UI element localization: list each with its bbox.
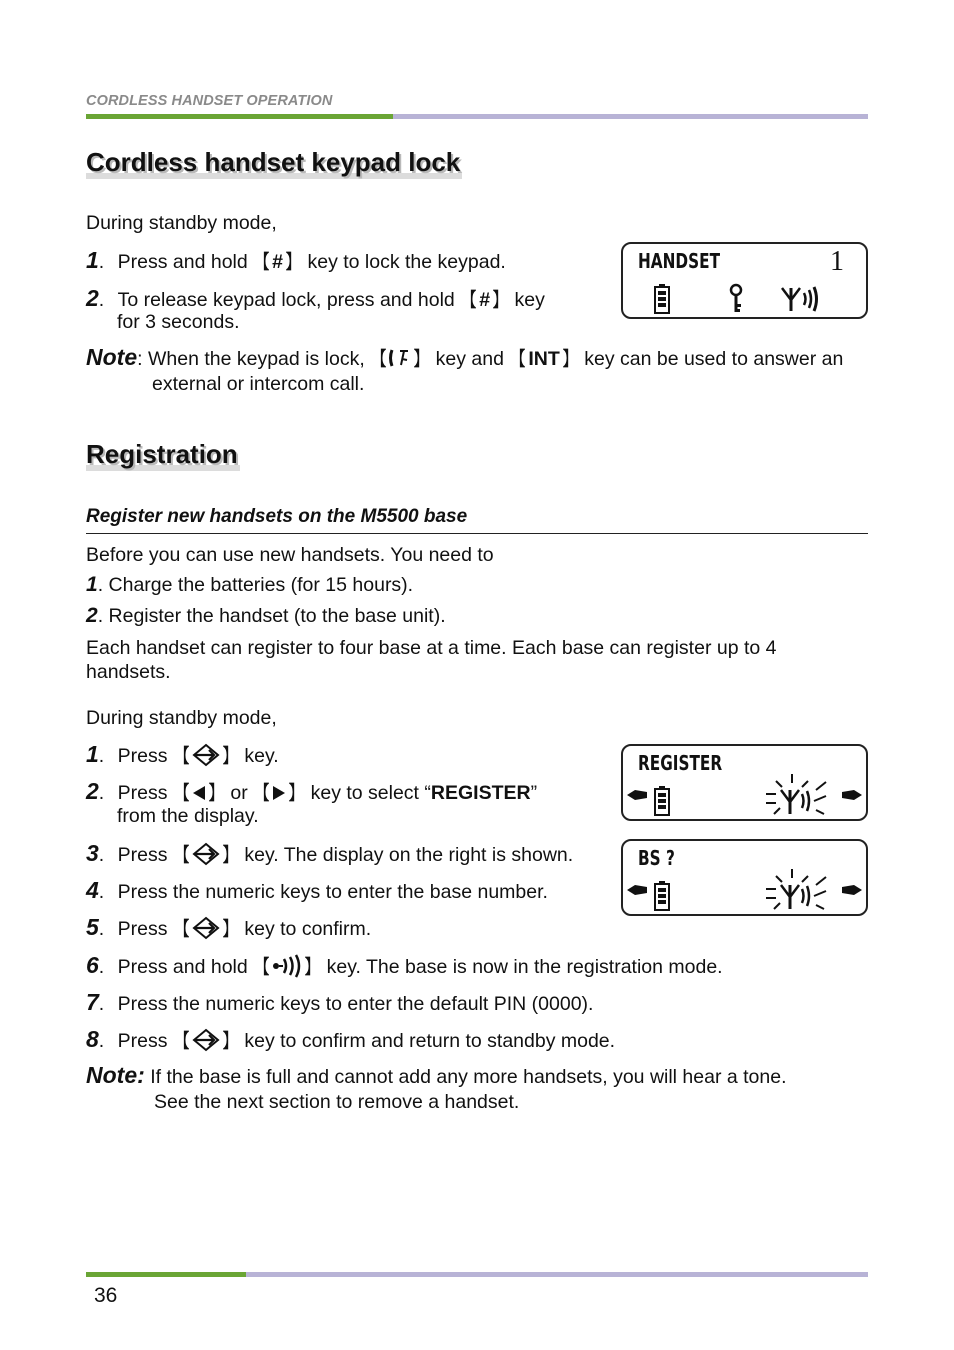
key-icon — [729, 284, 743, 314]
header-bar-green — [86, 114, 393, 119]
step-text: key — [514, 289, 545, 311]
blinking-antenna-icon — [766, 774, 830, 816]
menu-arrow-icon — [192, 843, 220, 865]
keypad-step-2-cont: for 3 seconds. — [117, 311, 240, 333]
menu-key: 【 】 — [175, 1031, 237, 1052]
battery-icon — [654, 284, 670, 314]
right-arrow-icon — [842, 790, 862, 800]
page-number: 36 — [94, 1284, 118, 1307]
display-label: HANDSET — [638, 249, 721, 273]
paging-key: 【 】 — [256, 957, 319, 978]
display-label: BS ? — [638, 846, 675, 870]
keypad-lock-title: Cordless handset keypad lock — [86, 147, 461, 177]
display-label: REGISTER — [638, 751, 723, 775]
reg-step-7: 7. Press the numeric keys to enter the default PIN (0000). — [86, 989, 594, 1015]
note-text: If the base is full and cannot add any more handsets, you will hear a tone. — [150, 1066, 787, 1088]
menu-arrow-icon — [192, 917, 220, 939]
signal-antenna-icon — [781, 284, 821, 314]
registration-before: Before you can use new handsets. You need to — [86, 544, 494, 566]
reg-step-2-cont: from the display. — [117, 805, 259, 827]
reg-step-6: 6. Press and hold 【 】 key. The base is now in the registration mode. — [86, 952, 723, 978]
reg-step-5: 5. Press 【 】 key to confirm. — [86, 914, 372, 940]
note-text: key and — [435, 348, 504, 370]
step-text: key to lock the keypad. — [307, 251, 506, 273]
battery-icon — [654, 881, 670, 911]
step-text: To release keypad lock, press and hold — [117, 289, 455, 311]
registration-note-cont: See the next section to remove a handset. — [154, 1091, 520, 1113]
left-key: 【 】 — [175, 783, 223, 804]
int-key: 【 INT 】 — [512, 348, 576, 370]
talk-key: 【 】 — [373, 349, 428, 370]
prereq-1: 1. Charge the batteries (for 15 hours). — [86, 573, 414, 596]
reg-step-3: 3. Press 【 】 key. The display on the right is shown. — [86, 840, 574, 866]
register-display — [621, 744, 868, 821]
note-text: When the keypad is lock, — [147, 348, 365, 370]
menu-key: 【 】 — [175, 845, 237, 866]
registration-note — [86, 1063, 787, 1089]
paging-signal-icon — [272, 955, 302, 977]
note-text: key can be used to answer an — [584, 348, 844, 370]
left-triangle-icon — [192, 785, 206, 801]
prereq-2: 2. Register the handset (to the base unit). — [86, 604, 446, 627]
registration-intro: During standby mode, — [86, 707, 277, 729]
keypad-lock-intro: During standby mode, — [86, 212, 277, 234]
battery-icon — [654, 786, 670, 816]
reg-step-2: 2. Press 【 】 or 【 】 key to select “REGISTER” — [86, 778, 538, 804]
subtitle-rule — [86, 533, 868, 534]
hash-key: 【 # 】 — [256, 251, 300, 273]
registration-title: Registration — [86, 439, 238, 469]
bs-display — [621, 839, 868, 916]
note-label: Note — [86, 344, 138, 370]
reg-step-8: 8. Press 【 】 key to confirm and return to standby mode. — [86, 1026, 616, 1052]
reg-step-1: 1. Press 【 】 key. — [86, 741, 279, 767]
step-number: 1 — [86, 247, 99, 273]
keypad-step-2: 2. To release keypad lock, press and hold 【 # 】 key — [86, 285, 545, 311]
footer-bar-green — [86, 1272, 246, 1277]
menu-key: 【 】 — [175, 919, 237, 940]
handset-number: 1 — [830, 246, 844, 277]
menu-arrow-icon — [192, 744, 220, 766]
each-line-2: handsets. — [86, 661, 171, 683]
phone-talk-icon — [389, 348, 411, 368]
each-line-1: Each handset can register to four base at a time. Each base can register up to 4 — [86, 637, 777, 659]
right-key: 【 】 — [255, 783, 303, 804]
keypad-lock-note-cont: external or intercom call. — [152, 373, 365, 395]
header-bar-lavender — [393, 114, 868, 119]
left-arrow-icon — [627, 790, 647, 800]
handset-display — [621, 242, 868, 319]
keypad-step-1: 1. Press and hold 【 # 】 key to lock the keypad. — [86, 247, 506, 273]
keypad-lock-note: Note: When the keypad is lock, 【 】 key and 【 INT 】 key can be used to answer an — [86, 344, 844, 370]
blinking-antenna-icon — [766, 869, 830, 911]
section-header: CORDLESS HANDSET OPERATION — [86, 93, 333, 109]
footer-bar-lavender — [246, 1272, 868, 1277]
step-number: 2 — [86, 285, 99, 311]
reg-step-4: 4. Press the numeric keys to enter the base number. — [86, 877, 548, 903]
menu-arrow-icon — [192, 1029, 220, 1051]
hash-key: 【 # 】 — [463, 289, 507, 311]
right-triangle-icon — [272, 785, 286, 801]
left-arrow-icon — [627, 885, 647, 895]
right-arrow-icon — [842, 885, 862, 895]
registration-subtitle: Register new handsets on the M5500 base — [86, 506, 468, 527]
note-label: Note: — [86, 1062, 145, 1088]
menu-key: 【 】 — [175, 746, 237, 767]
step-text: Press and hold — [117, 251, 248, 273]
